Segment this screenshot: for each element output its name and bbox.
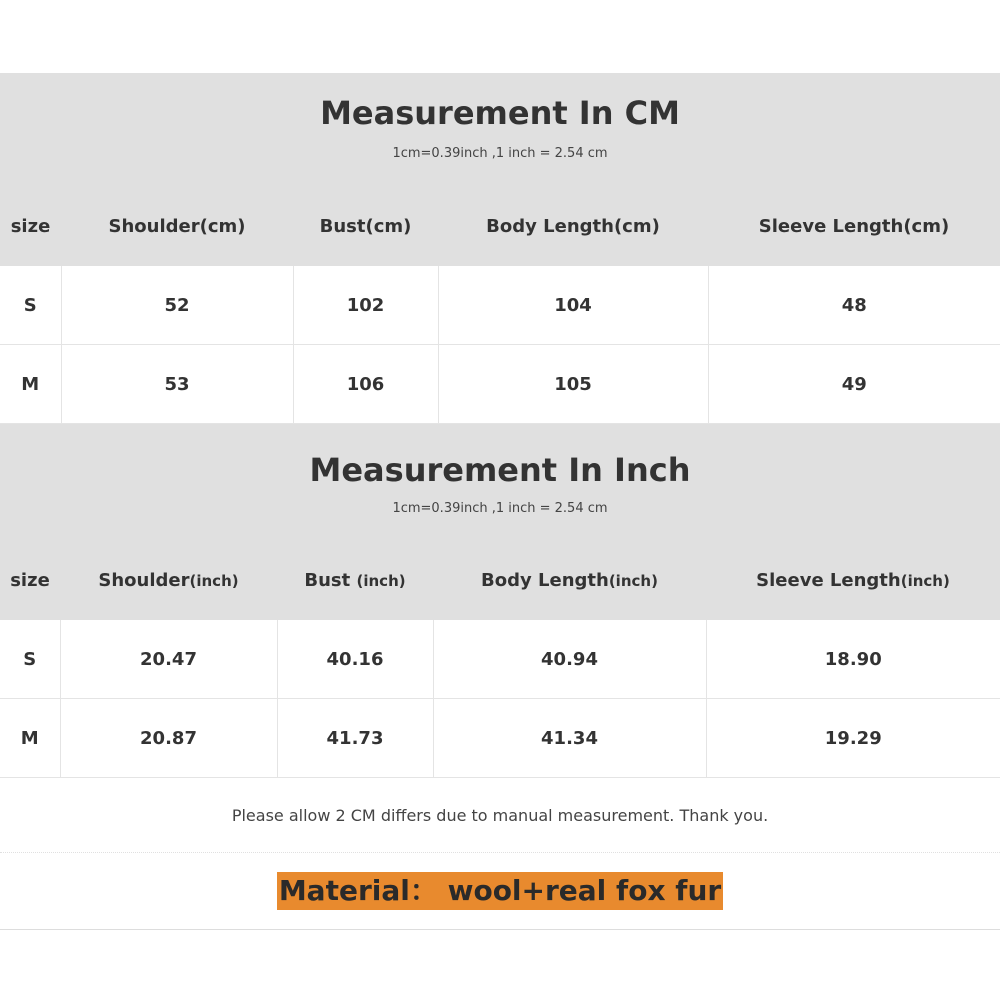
inch-header-sleeve-length-label: Sleeve Length	[756, 569, 901, 591]
inch-header-row	[0, 540, 1000, 620]
cm-banner	[0, 73, 1000, 186]
cm-cell: 49	[708, 345, 1000, 424]
cm-header-sleeve-length: Sleeve Length(cm)	[708, 186, 1000, 266]
inch-cell: M	[0, 699, 60, 778]
table-row	[0, 266, 1000, 345]
inch-cell: 19.29	[706, 699, 1000, 778]
cm-header-row	[0, 186, 1000, 266]
inch-header-size	[0, 540, 60, 620]
size-chart	[0, 73, 1000, 930]
material-row	[0, 853, 1000, 930]
inch-header-bust-unit: (inch)	[356, 571, 406, 590]
inch-header-size-label: size	[10, 569, 50, 591]
cm-cell: 53	[61, 345, 293, 424]
inch-header-body-length	[433, 540, 706, 620]
cm-cell: 48	[708, 266, 1000, 345]
measurement-note	[0, 778, 1000, 853]
inch-subtitle: 1cm=0.39inch ,1 inch = 2.54 cm	[392, 501, 608, 516]
cm-cell: S	[0, 266, 61, 345]
material-label: Material： wool+real fox fur	[277, 872, 723, 910]
cm-cell: 106	[293, 345, 438, 424]
cm-cell: 52	[61, 266, 293, 345]
inch-header-body-length-label: Body Length	[481, 569, 609, 591]
inch-cell: 40.94	[433, 620, 706, 699]
cm-header-size: size	[0, 186, 61, 266]
cm-header-bust: Bust(cm)	[293, 186, 438, 266]
inch-header-bust	[277, 540, 433, 620]
cm-header-body-length: Body Length(cm)	[438, 186, 708, 266]
table-row	[0, 699, 1000, 778]
table-row	[0, 620, 1000, 699]
inch-table	[0, 540, 1000, 778]
cm-cell: 102	[293, 266, 438, 345]
inch-cell: 41.34	[433, 699, 706, 778]
inch-header-shoulder	[60, 540, 277, 620]
measurement-note-text: Please allow 2 CM differs due to manual measurement. Thank you.	[231, 805, 769, 825]
inch-cell: 41.73	[277, 699, 433, 778]
cm-title: Measurement In CM	[320, 94, 680, 132]
inch-title: Measurement In Inch	[309, 451, 691, 489]
cm-table	[0, 186, 1000, 424]
inch-cell: 18.90	[706, 620, 1000, 699]
cm-header-shoulder: Shoulder(cm)	[61, 186, 293, 266]
inch-cell: 20.47	[60, 620, 277, 699]
inch-cell: 20.87	[60, 699, 277, 778]
inch-header-shoulder-unit: (inch)	[189, 571, 239, 590]
table-row	[0, 345, 1000, 424]
cm-cell: 104	[438, 266, 708, 345]
inch-header-body-length-unit: (inch)	[608, 571, 658, 590]
cm-cell: M	[0, 345, 61, 424]
inch-header-shoulder-label: Shoulder	[98, 569, 190, 591]
cm-cell: 105	[438, 345, 708, 424]
inch-header-bust-label: Bust	[304, 569, 357, 591]
inch-cell: S	[0, 620, 60, 699]
inch-header-sleeve-length-unit: (inch)	[900, 571, 950, 590]
cm-subtitle: 1cm=0.39inch ,1 inch = 2.54 cm	[392, 146, 608, 161]
inch-cell: 40.16	[277, 620, 433, 699]
inch-header-sleeve-length	[706, 540, 1000, 620]
inch-banner	[0, 424, 1000, 540]
